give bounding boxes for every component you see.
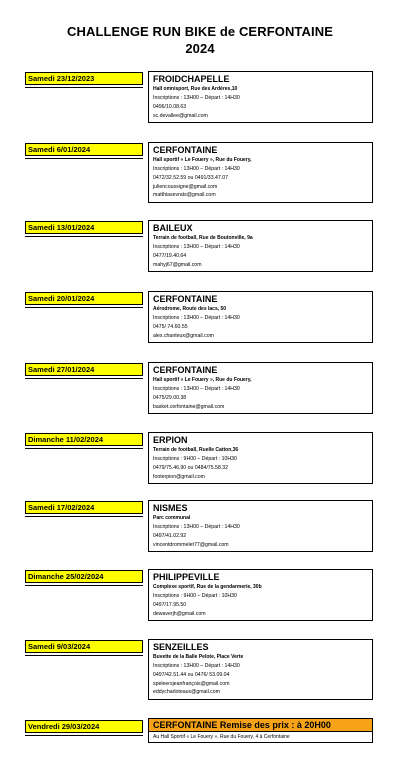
event-contact: 0497/42.51.44 ou 0476/ 53.09.04 xyxy=(153,671,230,678)
event-address: Hall omnisport, Rue des Ardères,10 xyxy=(153,86,238,92)
event-contact: mahyj67@gmail.com xyxy=(153,261,202,268)
event-card xyxy=(148,569,373,621)
event-contact: 0475/29.00.38 xyxy=(153,394,187,401)
event-date: Samedi 6/01/2024 xyxy=(25,143,143,156)
event-contact: speleersjeanfrançois@gmail.com xyxy=(153,680,230,687)
event-card xyxy=(148,291,373,343)
event-card xyxy=(148,639,373,700)
event-schedule: Inscriptions : 9H00 – Départ : 10H30 xyxy=(153,456,237,462)
page-title-line1: CHALLENGE RUN BIKE de CERFONTAINE xyxy=(67,24,333,39)
event-address: Parc communal xyxy=(153,515,191,521)
event-date: Samedi 20/01/2024 xyxy=(25,292,143,305)
event-place: CERFONTAINE xyxy=(153,365,218,375)
event-contact: vincentdrommelet77@gmail.com xyxy=(153,541,229,548)
event-schedule: Inscriptions : 13H00 – Départ : 14H30 xyxy=(153,244,240,250)
event-card xyxy=(148,71,373,123)
event-schedule: Inscriptions : 13H00 – Départ : 14H30 xyxy=(153,166,240,172)
event-address: Hall sportif « Le Fouery », Rue du Fouery, xyxy=(153,157,252,163)
event-place: FROIDCHAPELLE xyxy=(153,74,230,84)
event-date: Samedi 23/12/2023 xyxy=(25,72,143,85)
event-date: Samedi 9/03/2024 xyxy=(25,640,143,653)
event-date: Samedi 27/01/2024 xyxy=(25,363,143,376)
event-place: BAILEUX xyxy=(153,223,193,233)
final-headline: CERFONTAINE Remise des prix : à 20H00 xyxy=(148,718,373,732)
event-schedule: Inscriptions : 9H00 – Départ : 10H30 xyxy=(153,593,237,599)
event-schedule: Inscriptions : 13H00 – Départ : 14H30 xyxy=(153,95,240,101)
event-address: Terrain de football, Ruelle Catton,36 xyxy=(153,447,239,453)
event-address: Buvette de la Balle Pelote, Place Verte xyxy=(153,654,244,660)
event-address: Hall sportif « Le Fouery », Rue du Fouery, xyxy=(153,377,252,383)
event-card xyxy=(148,362,373,414)
event-address: Aérodrome, Route des lacs, 50 xyxy=(153,306,227,312)
event-schedule: Inscriptions : 13H00 – Départ : 14H30 xyxy=(153,663,240,669)
event-place: CERFONTAINE xyxy=(153,145,218,155)
event-address: Complexe sportif, Rue de la gendarmerie, 30b xyxy=(153,584,262,590)
event-schedule: Inscriptions : 13H00 – Départ : 14H30 xyxy=(153,315,240,321)
event-contact: footerpion@gmail.com xyxy=(153,473,205,480)
event-contact: dewaverjh@gmail.com xyxy=(153,610,206,617)
event-card xyxy=(148,142,373,203)
event-card xyxy=(148,500,373,552)
event-contact: basket.cerfontaine@gmail.com xyxy=(153,403,225,410)
event-contact: 0497/17.95.50 xyxy=(153,601,187,608)
event-contact: 0475/ 74.60.55 xyxy=(153,323,188,330)
event-place: CERFONTAINE xyxy=(153,294,218,304)
event-contact: 0497/41.02.92 xyxy=(153,532,187,539)
event-contact: 0472/32.52.59 ou 0491/33.47.07 xyxy=(153,174,229,181)
event-date: Samedi 17/02/2024 xyxy=(25,501,143,514)
event-place: ERPION xyxy=(153,435,188,445)
event-contact: juliencoussigne@gmail.com xyxy=(153,183,218,190)
event-date: Dimanche 11/02/2024 xyxy=(25,433,143,446)
event-contact: 0496/10.08.63 xyxy=(153,103,187,110)
event-contact: 0477/19.40.64 xyxy=(153,252,187,259)
final-date: Vendredi 29/03/2024 xyxy=(25,720,143,733)
event-date: Samedi 13/01/2024 xyxy=(25,221,143,234)
event-date: Dimanche 25/02/2024 xyxy=(25,570,143,583)
event-schedule: Inscriptions : 13H00 – Départ : 14H30 xyxy=(153,524,240,530)
event-contact: eddycharloteaux@gmail.com xyxy=(153,689,220,696)
event-card xyxy=(148,432,373,484)
event-place: PHILIPPEVILLE xyxy=(153,572,220,582)
event-place: NISMES xyxy=(153,503,188,513)
page-title-year: 2024 xyxy=(185,41,215,56)
event-contact: 0479/75.46.90 ou 0484/75.58.32 xyxy=(153,464,229,471)
event-place: SENZEILLES xyxy=(153,642,209,652)
event-schedule: Inscriptions : 13H00 – Départ : 14H30 xyxy=(153,386,240,392)
event-contact: alex.chanteux@gmail.com xyxy=(153,332,214,339)
event-contact: matthiasevrats@gmail.com xyxy=(153,192,216,199)
event-contact: sc.devallee@gmail.com xyxy=(153,112,208,119)
event-address: Terrain de football, Rue de Boutonville, 9a xyxy=(153,235,253,241)
event-card xyxy=(148,220,373,272)
final-detail: Au Hall Sportif « Le Fouery », Rue du Fouery, 4 à Cerfontaine xyxy=(148,732,373,743)
